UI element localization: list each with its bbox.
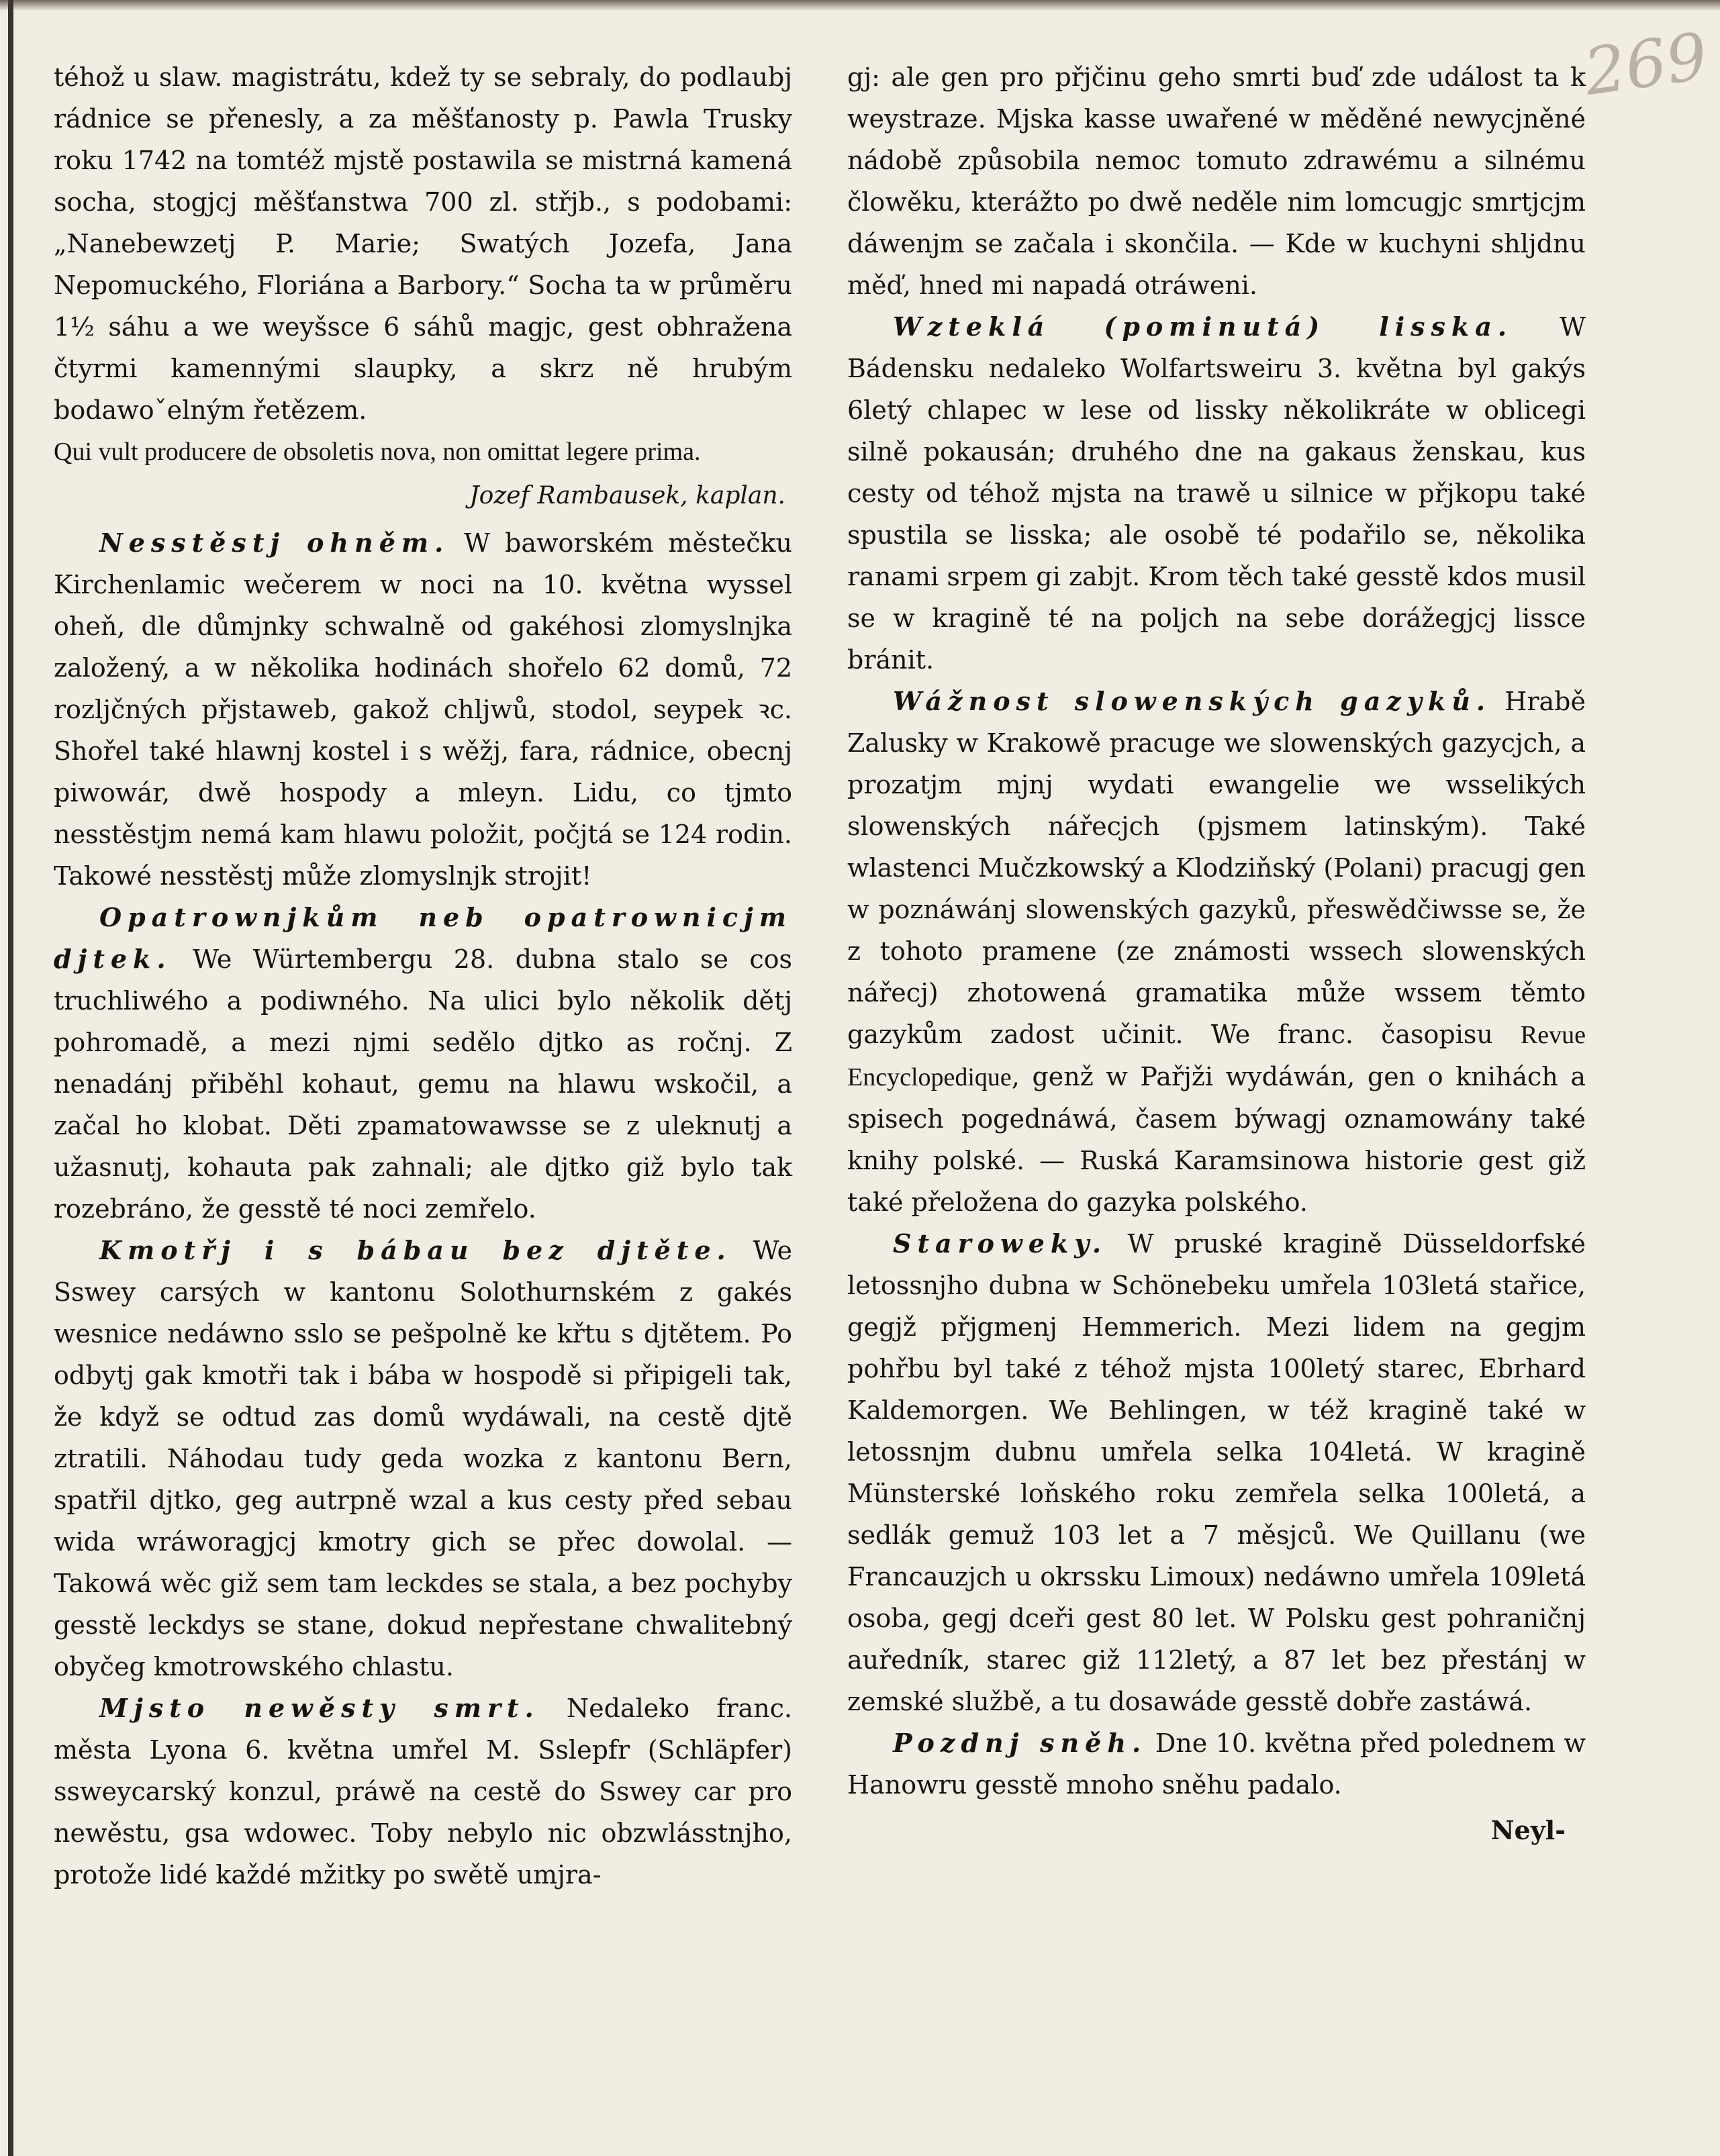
item-text: We Würtembergu 28. dubna stalo se cos truchliwého a podiwného. Na ulici bylo několik dětj pohromadě, a mezi njmi sedělo djtko as ročnj. Z nenadánj přiběhl kohaut, gemu na hlawu wskočil, a začal ho klobat. Děti zpamatowawsse se z uleknutj a užasnutj, kohauta pak zahnali; ale djtko giž bylo tak rozebráno, že gesstě té noci zemřelo. xyxy=(54,944,792,1224)
binding-edge xyxy=(8,0,13,2156)
right-item-1 xyxy=(847,681,1586,1223)
continued-signature: Neyl- xyxy=(1490,1815,1566,1845)
item-heading: Wzteklá (pominutá) lisska. xyxy=(893,311,1513,342)
left-item-1 xyxy=(54,897,792,1230)
right-item-0 xyxy=(847,306,1586,681)
right-opening-paragraph: gj: ale gen pro přjčinu geho smrti buď zde událost ta k weystraze. Mjska kasse uwařené w měděné newycjněné nádobě způsobila nemoc tomuto zdrawému a silnému člowěku, kterážto po dwě neděle nim lomcugjc smrtjcjm dáwenjm se začala i skončila. — Kde w kuchyni shljdnu měď, hned mi napadá otráweni. xyxy=(847,62,1586,300)
item-heading: Pozdnj sněh. xyxy=(893,1728,1147,1758)
right-item-2 xyxy=(847,1223,1586,1722)
item-heading: Kmotřj i s bábau bez djtěte. xyxy=(99,1235,732,1265)
latin-quote: Qui vult producere de obsoletis nova, non omittat legere prima. xyxy=(54,438,701,466)
item-text: W Bádensku nedaleko Wolfartsweiru 3. května byl gakýs 6letý chlapec w lese od lissky několikráte w oblicegi silně pokausán; druhého dne na gakaus ženskau, kus cesty od téhož mjsta na trawě u silnice w přjkopu také spustila se lisska; ale osobě té podařilo se, několika ranami srpem gi zabjt. Krom těch také gesstě kdos musil se w kragině té na poljch na sebe dorážegjcj lissce bránit. xyxy=(847,312,1586,675)
item-heading: Mjsto newěsty smrt. xyxy=(99,1693,540,1723)
handwritten-page-number: 269 xyxy=(1580,18,1713,110)
right-column xyxy=(847,56,1586,1851)
item-heading: Opatrownjkům neb opatrownicjm djtek. xyxy=(54,902,792,974)
left-news-items xyxy=(54,522,792,1896)
item-text-segment: , genž w Pařjži wydáwán, gen o knihách a spisech pogednáwá, časem býwagj oznamowány také knihy polské. — Ruská Karamsinowa historie gest giž také přeložena do gazyka polského. xyxy=(847,1062,1586,1217)
right-news-items xyxy=(847,306,1586,1806)
item-text: W baworském městečku Kirchenlamic wečerem w noci na 10. května wyssel oheň, dle důmjnky schwalně od gakéhosi zlomyslnjka založený, a w několika hodinách shořelo 62 domů, 72 rozljčných přjstaweb, gakož chljwů, stodol, seypek ꝛc. Shořel také hlawnj kostel i s wěžj, fara, rádnice, obecnj piwowár, dwě hospody a mleyn. Lidu, co tjmto nesstěstjm nemá kam hlawu položit, počjtá se 124 rodin. Takowé nesstěstj může zlomyslnjk strojit! xyxy=(54,528,792,891)
left-item-2 xyxy=(54,1230,792,1687)
item-text: Dne 10. května před polednem w Hanowru gesstě mnoho sněhu padalo. xyxy=(847,1728,1586,1800)
page-top-edge xyxy=(0,0,1720,11)
left-item-0 xyxy=(54,522,792,897)
item-text-segment: Hrabě Zalusky w Krakowě pracuge we slowenských gazycjch, a prozatjm mjnj wydati ewangelie we wsselikých slowenských nářecjch (pjsmem latinským). Také wlastenci Mučzkowský a Klodziňský (Polani) pracugj gen w poznáwánj slowenských gazyků, přeswědčiwsse se, že z tohoto pramene (ze známosti wssech slowenských nářecj) zhotowená gramatika může wssem těmto gazykům zadost učinit. We franc. časopisu xyxy=(847,687,1586,1049)
left-column xyxy=(54,56,792,1896)
item-text: We Sswey carsých w kantonu Solothurnském z gakés wesnice nedáwno sslo se pešpolně ke křtu s djtětem. Po odbytj gak kmotři tak i bába w hospodě si připigeli tak, že když se odtud zas domů wydáwali, na cestě djtě ztratili. Náhodau tudy geda wozka z kantonu Bern, spatřil djtko, geg autrpně wzal a kus cesty před sebau wida wráworagjcj kmotry gich se přec dowolal. — Takowá wěc giž sem tam leckdes se stala, a bez pochyby gesstě leckdys se stane, dokud nepřestane chwalitebný obyčeg kmotrowského chlastu. xyxy=(54,1236,792,1681)
author-signature: Jozef Rambausek, kaplan. xyxy=(469,482,785,509)
item-text: W pruské kragině Düsseldorfské letossnjho dubna w Schönebeku umřela 103letá stařice, gegjž přjgmenj Hemmerich. Mezi lidem na gegjm pohřbu byl také z téhož mjsta 100letý starec, Ebrhard Kaldemorgen. We Behlingen, w též kragině také w letossnjm dubnu umřela selka 104letá. W kragině Münsterské loňského roku zemřela selka 100letá, a sedlák gemuž 103 let a 7 měsjců. We Quillanu (we Francauzjch u okrssku Limoux) nedáwno umřela 109letá osoba, gegj dceři gest 80 let. W Polsku gest pohraničnj auředník, starec giž 112letý, a 87 let bez přestánj w zemské službě, a tu dosawáde gesstě dobře zastáwá. xyxy=(847,1229,1586,1716)
left-opening-paragraph: téhož u slaw. magistrátu, kdež ty se sebraly, do podlaubj rádnice se přenesly, a za měšťanosty p. Pawla Trusky roku 1742 na tomtéž mjstě postawila se mistrná kamená socha, stogjcj měšťanstwa 700 zl. střjb., s podobami: „Nanebewzetj P. Marie; Swatých Jozefa, Jana Nepomuckého, Floriána a Barbory.“ Socha ta w průměru 1½ sáhu a we weyšsce 6 sáhů magjc, gest obhražena čtyrmi kamennými slaupky, a skrz ně hrubým bodawoˇelným řetězem. xyxy=(54,62,792,425)
left-item-3 xyxy=(54,1687,792,1896)
item-text-segment: Revue Encyclopedique xyxy=(847,1021,1586,1091)
item-heading: Staroweky. xyxy=(893,1228,1108,1259)
item-text: Nedaleko franc. města Lyona 6. května umřel M. Sslepfr (Schläpfer) ssweycarský konzul, práwě na cestě do Sswey car pro newěstu, gsa wdowec. Toby nebylo nic obzwlásstnjho, protože lidé každé mžitky po swětě umjra- xyxy=(54,1694,792,1890)
item-heading: Wážnost slowenských gazyků. xyxy=(893,686,1492,716)
right-item-3 xyxy=(847,1722,1586,1806)
item-heading: Nesstěstj ohněm. xyxy=(99,528,450,558)
